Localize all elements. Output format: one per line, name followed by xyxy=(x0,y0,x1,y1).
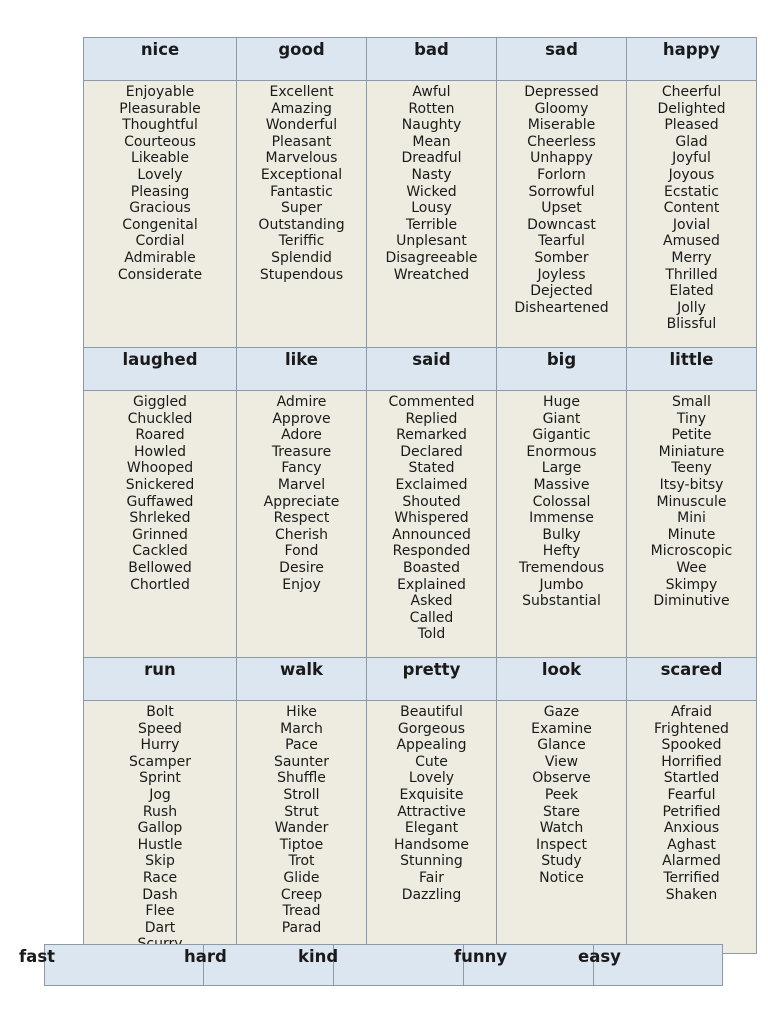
synonym-word: Jolly xyxy=(677,299,706,316)
synonym-word: Spooked xyxy=(661,737,722,754)
word-row xyxy=(84,391,757,658)
synonym-word: Enjoyable xyxy=(125,84,195,100)
synonym-word: Bellowed xyxy=(128,559,192,576)
synonym-word: Rush xyxy=(142,803,178,820)
synonym-word: Dejected xyxy=(530,283,593,300)
synonym-word: Sprint xyxy=(139,770,181,787)
word-list xyxy=(84,391,237,658)
synonym-word: Ecstatic xyxy=(664,183,719,200)
synonym-word: Thoughtful xyxy=(122,117,198,134)
synonym-word: Tiptoe xyxy=(279,836,324,853)
synonym-word: Congenital xyxy=(122,216,198,233)
column-heading: little xyxy=(627,348,757,391)
heading-text: hard xyxy=(184,947,227,966)
synonym-word: Replied xyxy=(405,410,458,427)
synonym-word: Explained xyxy=(397,576,466,593)
synonym-word: Peek xyxy=(544,786,579,803)
synonym-word: Guffawed xyxy=(126,493,194,510)
synonym-word: Wonderful xyxy=(265,117,338,134)
synonym-word: Whooped xyxy=(126,460,194,477)
synonym-word: Respect xyxy=(273,510,330,527)
synonym-word: Cheerful xyxy=(661,84,722,100)
column-heading: like xyxy=(237,348,367,391)
synonym-word: Beautiful xyxy=(400,704,463,720)
synonym-word: Bolt xyxy=(146,704,174,720)
synonym-word: Tearful xyxy=(538,233,585,250)
synonym-word: Shouted xyxy=(402,493,461,510)
synonym-word: Elegant xyxy=(404,820,459,837)
synonym-word: Elated xyxy=(669,283,714,300)
word-list xyxy=(497,391,627,658)
column-heading: good xyxy=(237,38,367,81)
synonym-word: Amused xyxy=(663,233,720,250)
synonym-word: Pleasurable xyxy=(119,100,201,117)
synonym-word: Minuscule xyxy=(656,493,727,510)
synonym-word: Dash xyxy=(142,886,178,903)
synonym-word: Substantial xyxy=(522,593,601,610)
synonym-word: Miniature xyxy=(658,443,725,460)
synonym-word: Strut xyxy=(284,803,319,820)
column-heading: nice xyxy=(84,38,237,81)
column-heading xyxy=(454,945,594,986)
synonym-word: Itsy-bitsy xyxy=(659,476,724,493)
synonym-word: Observe xyxy=(532,770,591,787)
synonym-word: Courteous xyxy=(124,133,196,150)
heading-text: fast xyxy=(19,947,56,966)
synonym-word: Bulky xyxy=(542,526,581,543)
synonym-word: Watch xyxy=(539,820,584,837)
synonym-word: Fond xyxy=(284,543,319,560)
synonym-word: Remarked xyxy=(396,427,467,444)
synonym-word: Jovial xyxy=(672,216,711,233)
synonym-word: Exclaimed xyxy=(395,476,468,493)
heading-text: easy xyxy=(578,947,621,966)
column-heading xyxy=(298,945,464,986)
synonym-word: Gracious xyxy=(129,200,191,217)
synonym-word: Asked xyxy=(410,593,453,610)
column-heading: run xyxy=(84,658,237,701)
synonym-word: Jumbo xyxy=(539,576,584,593)
synonym-word: Super xyxy=(280,200,322,217)
word-list xyxy=(237,81,367,348)
synonym-word: Glad xyxy=(675,133,708,150)
synonym-word: Desire xyxy=(279,559,324,576)
heading-row xyxy=(84,38,757,81)
synonym-word: Upset xyxy=(541,200,582,217)
synonym-word: Small xyxy=(672,394,711,410)
synonym-word: Treasure xyxy=(271,443,332,460)
column-heading: laughed xyxy=(84,348,237,391)
synonym-word: Dart xyxy=(144,919,176,936)
synonym-word: Grinned xyxy=(132,526,188,543)
synonym-word: Glance xyxy=(537,737,586,754)
synonym-word: Afraid xyxy=(670,704,713,720)
synonym-word: Chuckled xyxy=(127,410,193,427)
synonym-word: Nasty xyxy=(411,166,452,183)
synonym-word: Teriffic xyxy=(278,233,325,250)
synonym-word: Trot xyxy=(288,853,315,870)
synonym-word: Stroll xyxy=(283,786,320,803)
synonym-word: Alarmed xyxy=(662,853,721,870)
synonym-word: Minute xyxy=(667,526,716,543)
synonym-word: Skimpy xyxy=(665,576,718,593)
synonym-word: Massive xyxy=(533,476,590,493)
synonym-word: Fantastic xyxy=(270,183,333,200)
synonym-word: Lovely xyxy=(137,166,183,183)
word-list xyxy=(627,81,757,348)
word-row xyxy=(84,701,757,954)
word-list xyxy=(84,701,237,954)
synonym-word: Admirable xyxy=(124,249,196,266)
synonym-word: Stare xyxy=(542,803,581,820)
synonym-word: Snickered xyxy=(125,476,195,493)
synonym-word: Exquisite xyxy=(399,786,464,803)
synonym-word: Hefty xyxy=(542,543,581,560)
column-heading: bad xyxy=(367,38,497,81)
synonym-word: Marvel xyxy=(277,476,326,493)
word-list xyxy=(367,391,497,658)
synonym-word: Approve xyxy=(272,410,331,427)
synonym-word: Large xyxy=(541,460,582,477)
synonym-word: Rotten xyxy=(408,100,455,117)
word-list xyxy=(367,81,497,348)
synonym-word: March xyxy=(280,720,323,737)
synonym-word: Likeable xyxy=(131,150,189,167)
synonym-word: Frightened xyxy=(654,720,729,737)
synonym-word: Depressed xyxy=(524,84,599,100)
synonym-word: Huge xyxy=(543,394,580,410)
synonym-word: Horrified xyxy=(661,753,722,770)
synonym-word: Stated xyxy=(408,460,455,477)
synonym-word: Dazzling xyxy=(401,886,462,903)
synonym-word: Exceptional xyxy=(260,166,343,183)
synonym-word: Shaken xyxy=(665,886,718,903)
word-list xyxy=(627,701,757,954)
synonym-word: Responded xyxy=(392,543,471,560)
synonym-word: Shuffle xyxy=(277,770,326,787)
synonym-word: Disagreeable xyxy=(385,249,478,266)
synonym-word: Lovely xyxy=(408,770,455,787)
synonym-word: Downcast xyxy=(527,216,596,233)
synonym-word: Splendid xyxy=(271,249,332,266)
word-list xyxy=(497,81,627,348)
synonym-word: Tiny xyxy=(676,410,707,427)
synonym-word: Stunning xyxy=(400,853,463,870)
synonym-word: Merry xyxy=(671,249,712,266)
synonym-word: Howled xyxy=(134,443,186,460)
synonym-word: Joyous xyxy=(668,166,715,183)
synonym-word: Immense xyxy=(529,510,594,527)
synonym-word: Unhappy xyxy=(530,150,593,167)
synonym-word: Roared xyxy=(135,427,185,444)
column-heading: big xyxy=(497,348,627,391)
synonym-word: Microscopic xyxy=(650,543,733,560)
synonym-word: Tread xyxy=(282,903,321,920)
synonym-word: Hustle xyxy=(137,836,183,853)
synonym-word: Shrleked xyxy=(129,510,191,527)
synonym-word: Saunter xyxy=(273,753,330,770)
synonym-word: Examine xyxy=(531,720,592,737)
synonym-word: Flee xyxy=(145,903,175,920)
synonym-word: Scamper xyxy=(128,753,192,770)
heading-text: kind xyxy=(298,947,339,966)
synonym-word: Enjoy xyxy=(282,576,321,593)
word-row xyxy=(84,81,757,348)
synonym-word: Race xyxy=(142,869,178,886)
synonym-word: Commented xyxy=(388,394,475,410)
synonym-word: Unplesant xyxy=(396,233,467,250)
synonym-word: Cherish xyxy=(274,526,329,543)
synonym-word: Excellent xyxy=(269,84,334,100)
synonym-word: Outstanding xyxy=(258,216,345,233)
synonym-word: Joyless xyxy=(537,266,586,283)
column-heading: look xyxy=(497,658,627,701)
synonym-word: Inspect xyxy=(536,836,587,853)
synonym-word: Glide xyxy=(283,869,320,886)
synonym-word: Lousy xyxy=(411,200,452,217)
synonym-word: Notice xyxy=(539,869,584,886)
synonym-word: Appreciate xyxy=(263,493,340,510)
word-list xyxy=(237,391,367,658)
word-list xyxy=(627,391,757,658)
synonym-word: Giggled xyxy=(133,394,187,410)
synonym-word: Sorrowful xyxy=(528,183,595,200)
synonym-word: Wee xyxy=(676,559,707,576)
synonym-word: Wander xyxy=(274,820,329,837)
synonym-word: Attractive xyxy=(397,803,466,820)
synonym-word: Considerate xyxy=(117,266,203,283)
synonym-word: Wicked xyxy=(406,183,457,200)
synonym-word: Startled xyxy=(663,770,720,787)
synonym-word: Enormous xyxy=(526,443,597,460)
synonym-word: Pleasant xyxy=(271,133,332,150)
synonym-word: Terrible xyxy=(405,216,458,233)
synonym-word: Gloomy xyxy=(534,100,589,117)
synonym-word: Dreadful xyxy=(401,150,462,167)
synonym-word: Admire xyxy=(276,394,327,410)
synonym-word: Parad xyxy=(281,919,322,936)
synonym-word: Tremendous xyxy=(518,559,605,576)
synonym-word: Miserable xyxy=(527,117,596,134)
column-heading: sad xyxy=(497,38,627,81)
word-list xyxy=(237,701,367,954)
synonym-word: Speed xyxy=(138,720,182,737)
synonym-word: Teeny xyxy=(671,460,712,477)
heading-text: funny xyxy=(454,947,508,966)
synonym-word: Forlorn xyxy=(537,166,586,183)
synonym-word: Hike xyxy=(286,704,317,720)
synonym-word: Whispered xyxy=(394,510,469,527)
heading-row xyxy=(84,658,757,701)
synonym-word: Pace xyxy=(285,737,318,754)
synonym-word: Marvelous xyxy=(265,150,338,167)
synonym-word: Cute xyxy=(415,753,448,770)
synonym-table xyxy=(83,37,757,954)
synonym-word: Anxious xyxy=(663,820,720,837)
synonym-word: Cheerless xyxy=(527,133,596,150)
synonym-word: Diminutive xyxy=(653,593,730,610)
word-list xyxy=(367,701,497,954)
synonym-word: Announced xyxy=(392,526,471,543)
column-heading: said xyxy=(367,348,497,391)
column-heading: happy xyxy=(627,38,757,81)
synonym-word: Colossal xyxy=(532,493,591,510)
synonym-word: Pleasing xyxy=(130,183,190,200)
column-heading: walk xyxy=(237,658,367,701)
synonym-word: Amazing xyxy=(271,100,332,117)
synonym-word: Cordial xyxy=(135,233,185,250)
synonym-word: Petite xyxy=(671,427,712,444)
column-heading: pretty xyxy=(367,658,497,701)
synonym-word: Petrified xyxy=(662,803,721,820)
synonym-word: Stupendous xyxy=(259,266,344,283)
synonym-word: Fair xyxy=(419,869,444,886)
synonym-word: Fancy xyxy=(281,460,322,477)
synonym-word: Handsome xyxy=(394,836,469,853)
synonym-word: View xyxy=(544,753,579,770)
synonym-word: Content xyxy=(663,200,720,217)
synonym-word: Creep xyxy=(280,886,323,903)
synonym-word: Awful xyxy=(412,84,451,100)
synonym-word: Gaze xyxy=(543,704,580,720)
synonym-word: Joyful xyxy=(672,150,711,167)
synonym-word: Study xyxy=(541,853,582,870)
word-list xyxy=(497,701,627,954)
synonym-word: Pleased xyxy=(664,117,719,134)
synonym-word: Appealing xyxy=(396,737,467,754)
synonym-word: Wreatched xyxy=(393,266,470,283)
synonym-word: Gallop xyxy=(137,820,183,837)
extra-heading-row xyxy=(19,944,723,986)
synonym-word: Jog xyxy=(149,786,171,803)
synonym-word: Cackled xyxy=(132,543,188,560)
synonym-word: Aghast xyxy=(667,836,716,853)
synonym-word: Delighted xyxy=(657,100,726,117)
column-heading xyxy=(19,945,204,986)
column-heading: scared xyxy=(627,658,757,701)
synonym-word: Somber xyxy=(534,249,589,266)
synonym-word: Skip xyxy=(145,853,175,870)
synonym-word: Boasted xyxy=(402,559,461,576)
synonym-word: Disheartened xyxy=(514,299,609,316)
synonym-word: Hurry xyxy=(140,737,180,754)
synonym-word: Declared xyxy=(400,443,463,460)
heading-row xyxy=(84,348,757,391)
synonym-word: Gorgeous xyxy=(397,720,466,737)
synonym-word: Naughty xyxy=(401,117,462,134)
word-list xyxy=(84,81,237,348)
synonym-word: Blissful xyxy=(666,316,717,333)
synonym-word: Mean xyxy=(412,133,451,150)
synonym-word: Terrified xyxy=(663,869,720,886)
synonym-word: Thrilled xyxy=(665,266,718,283)
synonym-word: Fearful xyxy=(667,786,716,803)
column-heading xyxy=(578,945,723,986)
synonym-word: Giant xyxy=(542,410,581,427)
synonym-word: Called xyxy=(409,609,454,626)
synonym-word: Mini xyxy=(677,510,706,527)
synonym-word: Chortled xyxy=(130,576,190,593)
synonym-word: Gigantic xyxy=(532,427,591,444)
synonym-word: Adore xyxy=(281,427,322,444)
synonym-word: Told xyxy=(417,626,446,643)
